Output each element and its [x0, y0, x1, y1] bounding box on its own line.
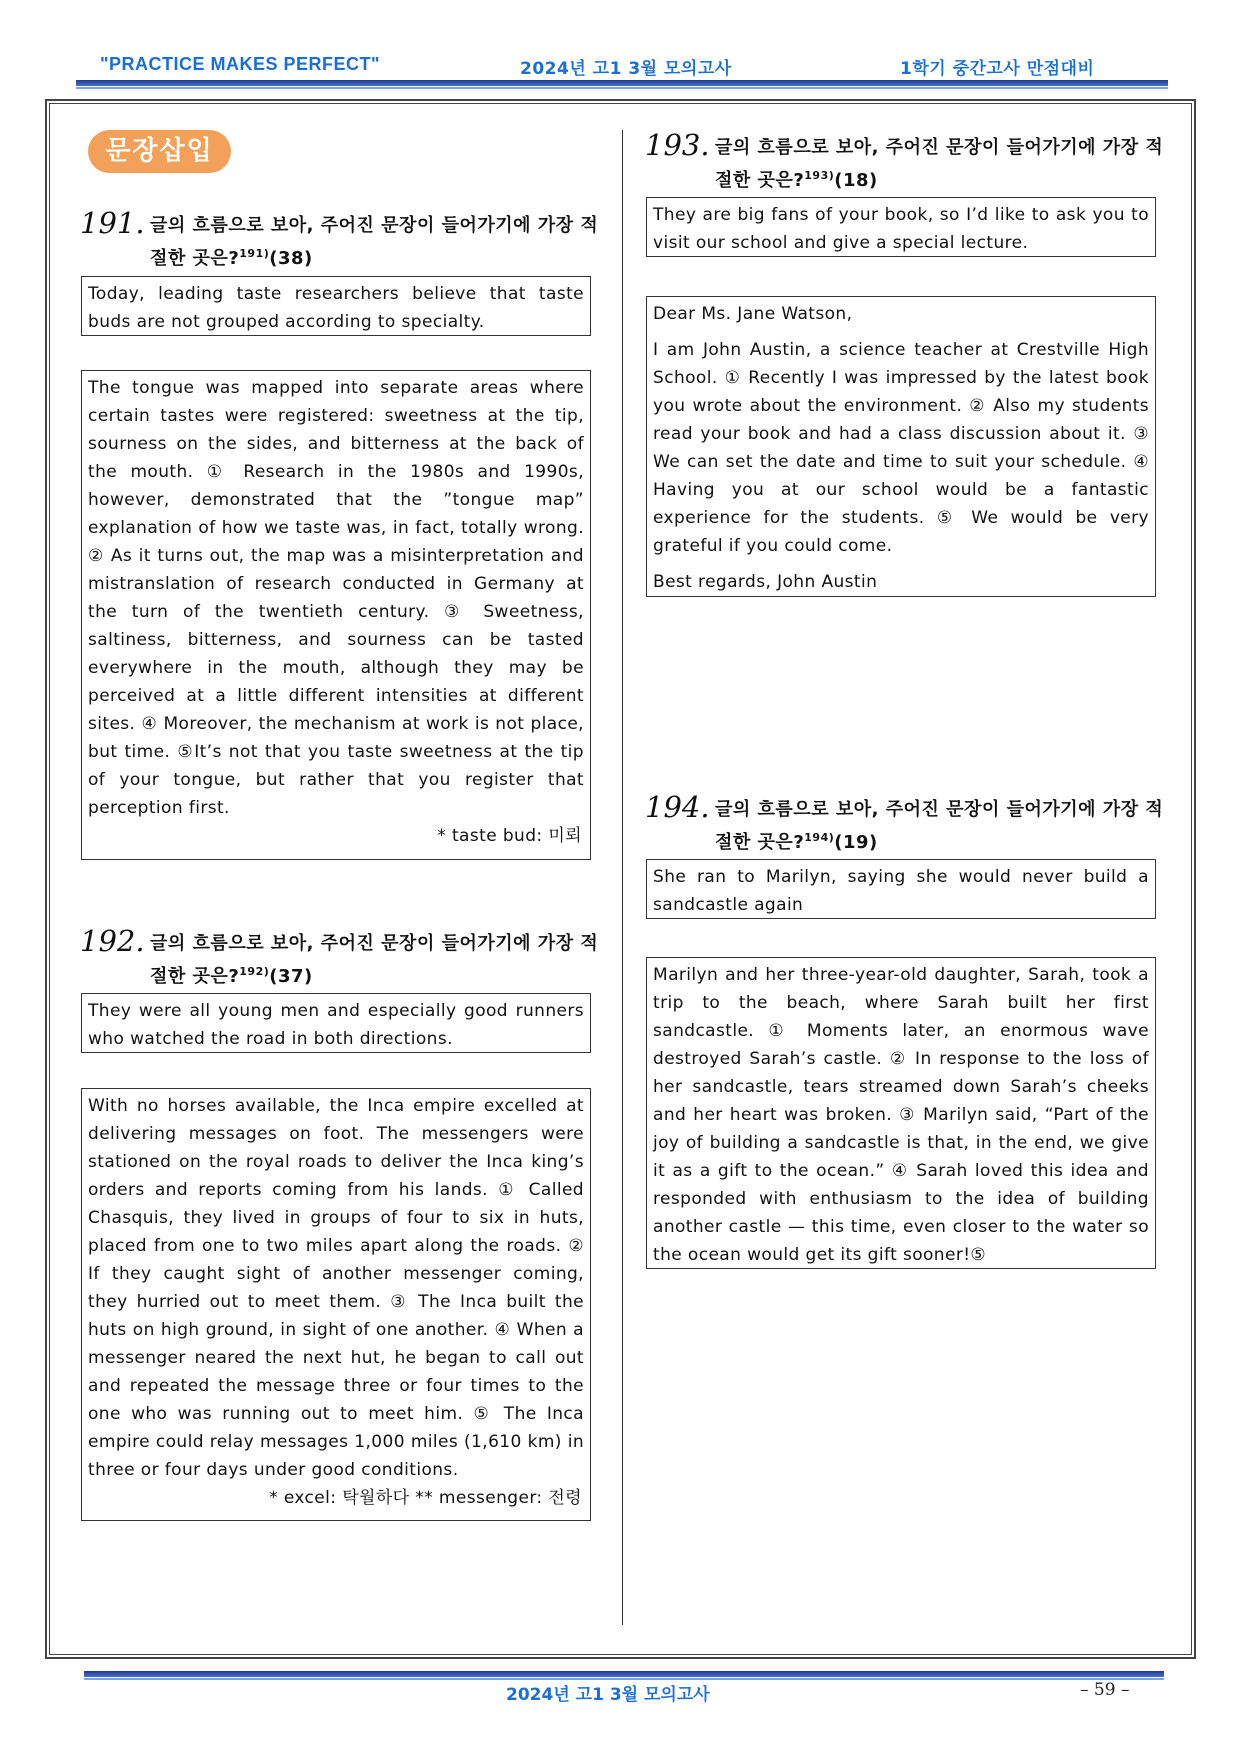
vocab-note: * taste bud: 미뢰 [437, 826, 582, 846]
question-number: 192. [80, 924, 145, 958]
question-193-header [645, 128, 1165, 195]
letter-closing: Best regards, John Austin [653, 572, 878, 592]
column-divider [622, 130, 623, 1625]
letter-salutation: Dear Ms. Jane Watson, [653, 304, 853, 324]
question-192-header [80, 924, 600, 991]
vocab-note: * excel: 탁월하다 ** messenger: 전령 [269, 1488, 582, 1508]
header-subtitle: 1학기 중간고사 만점대비 [900, 59, 1095, 79]
question-prompt: 글의 흐름으로 보아, 주어진 문장이 들어가기에 가장 적절한 곳은?$^{192)}$(37) [150, 933, 599, 987]
header-exam-title: 2024년 고1 3월 모의고사 [520, 59, 732, 79]
question-194-given-sentence: She ran to Marilyn, saying she would never build a sandcastle again [646, 859, 1156, 919]
passage-paragraph: The tongue was mapped into separate areas where certain tastes were registered: sweetness at the tip, sourness on the sides, and bitterness at the back of the mouth. ① Research in the 1980s and 1990s, however, demonstrated that the ”tongue map” explanation of how we taste was, in fact, totally wrong. ② As it turns out, the map was a misinterpretation and mistranslation of research conducted in Germany at the turn of the twentieth century. ③ Sweetness, saltiness, bitterness, and sourness can be tasted everywhere in the mouth, although they may be perceived at a little different intensities at different sites. ④ Moreover, the mechanism at work is not place, but time. ⑤It’s not that you taste sweetness at the tip of your tongue, but rather that you register that perception first. [88, 378, 584, 818]
question-number: 191. [80, 206, 145, 240]
footer-exam-title: 2024년 고1 3월 모의고사 [506, 1685, 710, 1705]
question-193-passage [646, 296, 1156, 597]
question-prompt: 글의 흐름으로 보아, 주어진 문장이 들어가기에 가장 적절한 곳은?$^{191)}$(38) [150, 215, 599, 269]
header-slogan: "PRACTICE MAKES PERFECT" [100, 54, 381, 74]
header-rule [76, 80, 1168, 86]
page-number: – 59 – [1080, 1680, 1130, 1700]
passage-paragraph: With no horses available, the Inca empire excelled at delivering messages on foot. The messengers were stationed on the royal roads to deliver the Inca king’s orders and reports coming from his lands. ① Called Chasquis, they lived in groups of four to six in huts, placed from one to two miles apart along the roads. ② If they caught sight of another messenger coming, they hurried out to meet them. ③ The Inca built the huts on high ground, in sight of one another. ④ When a messenger neared the next hut, he began to call out and repeated the message three or four times to the one who was running out to meet him. ⑤ The Inca empire could relay messages 1,000 miles (1,610 km) in three or four days under good conditions. [88, 1096, 584, 1480]
footer-rule [84, 1671, 1164, 1677]
question-191-given-sentence: Today, leading taste researchers believe that taste buds are not grouped according to specialty. [81, 276, 591, 336]
question-194-header [645, 790, 1165, 857]
question-prompt: 글의 흐름으로 보아, 주어진 문장이 들어가기에 가장 적절한 곳은?$^{193)}$(18) [715, 137, 1164, 191]
question-191-passage [81, 370, 591, 860]
passage-paragraph: I am John Austin, a science teacher at Crestville High School. ① Recently I was impressed by the latest book you wrote about the environment. ② Also my students read your book and had a class discussion about it. ③ We can set the date and time to suit your schedule. ④ Having you at our school would be a fantastic experience for the students. ⑤ We would be very grateful if you could come. [653, 340, 1149, 556]
passage-paragraph: Marilyn and her three-year-old daughter, Sarah, took a trip to the beach, where Sarah built her first sandcastle. ① Moments later, an enormous wave destroyed Sarah’s castle. ② In response to the loss of her sandcastle, tears streamed down Sarah’s cheeks and her heart was broken. ③ Marilyn said, “Part of the joy of building a sandcastle is that, in the end, we give it as a gift to the ocean.” ④ Sarah loved this idea and responded with enthusiasm to the idea of building another castle — this time, even closer to the water so the ocean would get its gift sooner!⑤ [653, 965, 1149, 1265]
header-rule-thin [76, 87, 1168, 89]
question-193-given-sentence: They are big fans of your book, so I’d like to ask you to visit our school and give a special lecture. [646, 197, 1156, 257]
question-192-given-sentence: They were all young men and especially good runners who watched the road in both directions. [81, 993, 591, 1053]
question-number: 193. [645, 128, 710, 162]
question-prompt: 글의 흐름으로 보아, 주어진 문장이 들어가기에 가장 적절한 곳은?$^{194)}$(19) [715, 799, 1164, 853]
question-number: 194. [645, 790, 710, 824]
question-191-header [80, 206, 600, 273]
question-194-passage [646, 957, 1156, 1269]
section-badge: 문장삽입 [88, 130, 231, 173]
question-192-passage [81, 1088, 591, 1521]
